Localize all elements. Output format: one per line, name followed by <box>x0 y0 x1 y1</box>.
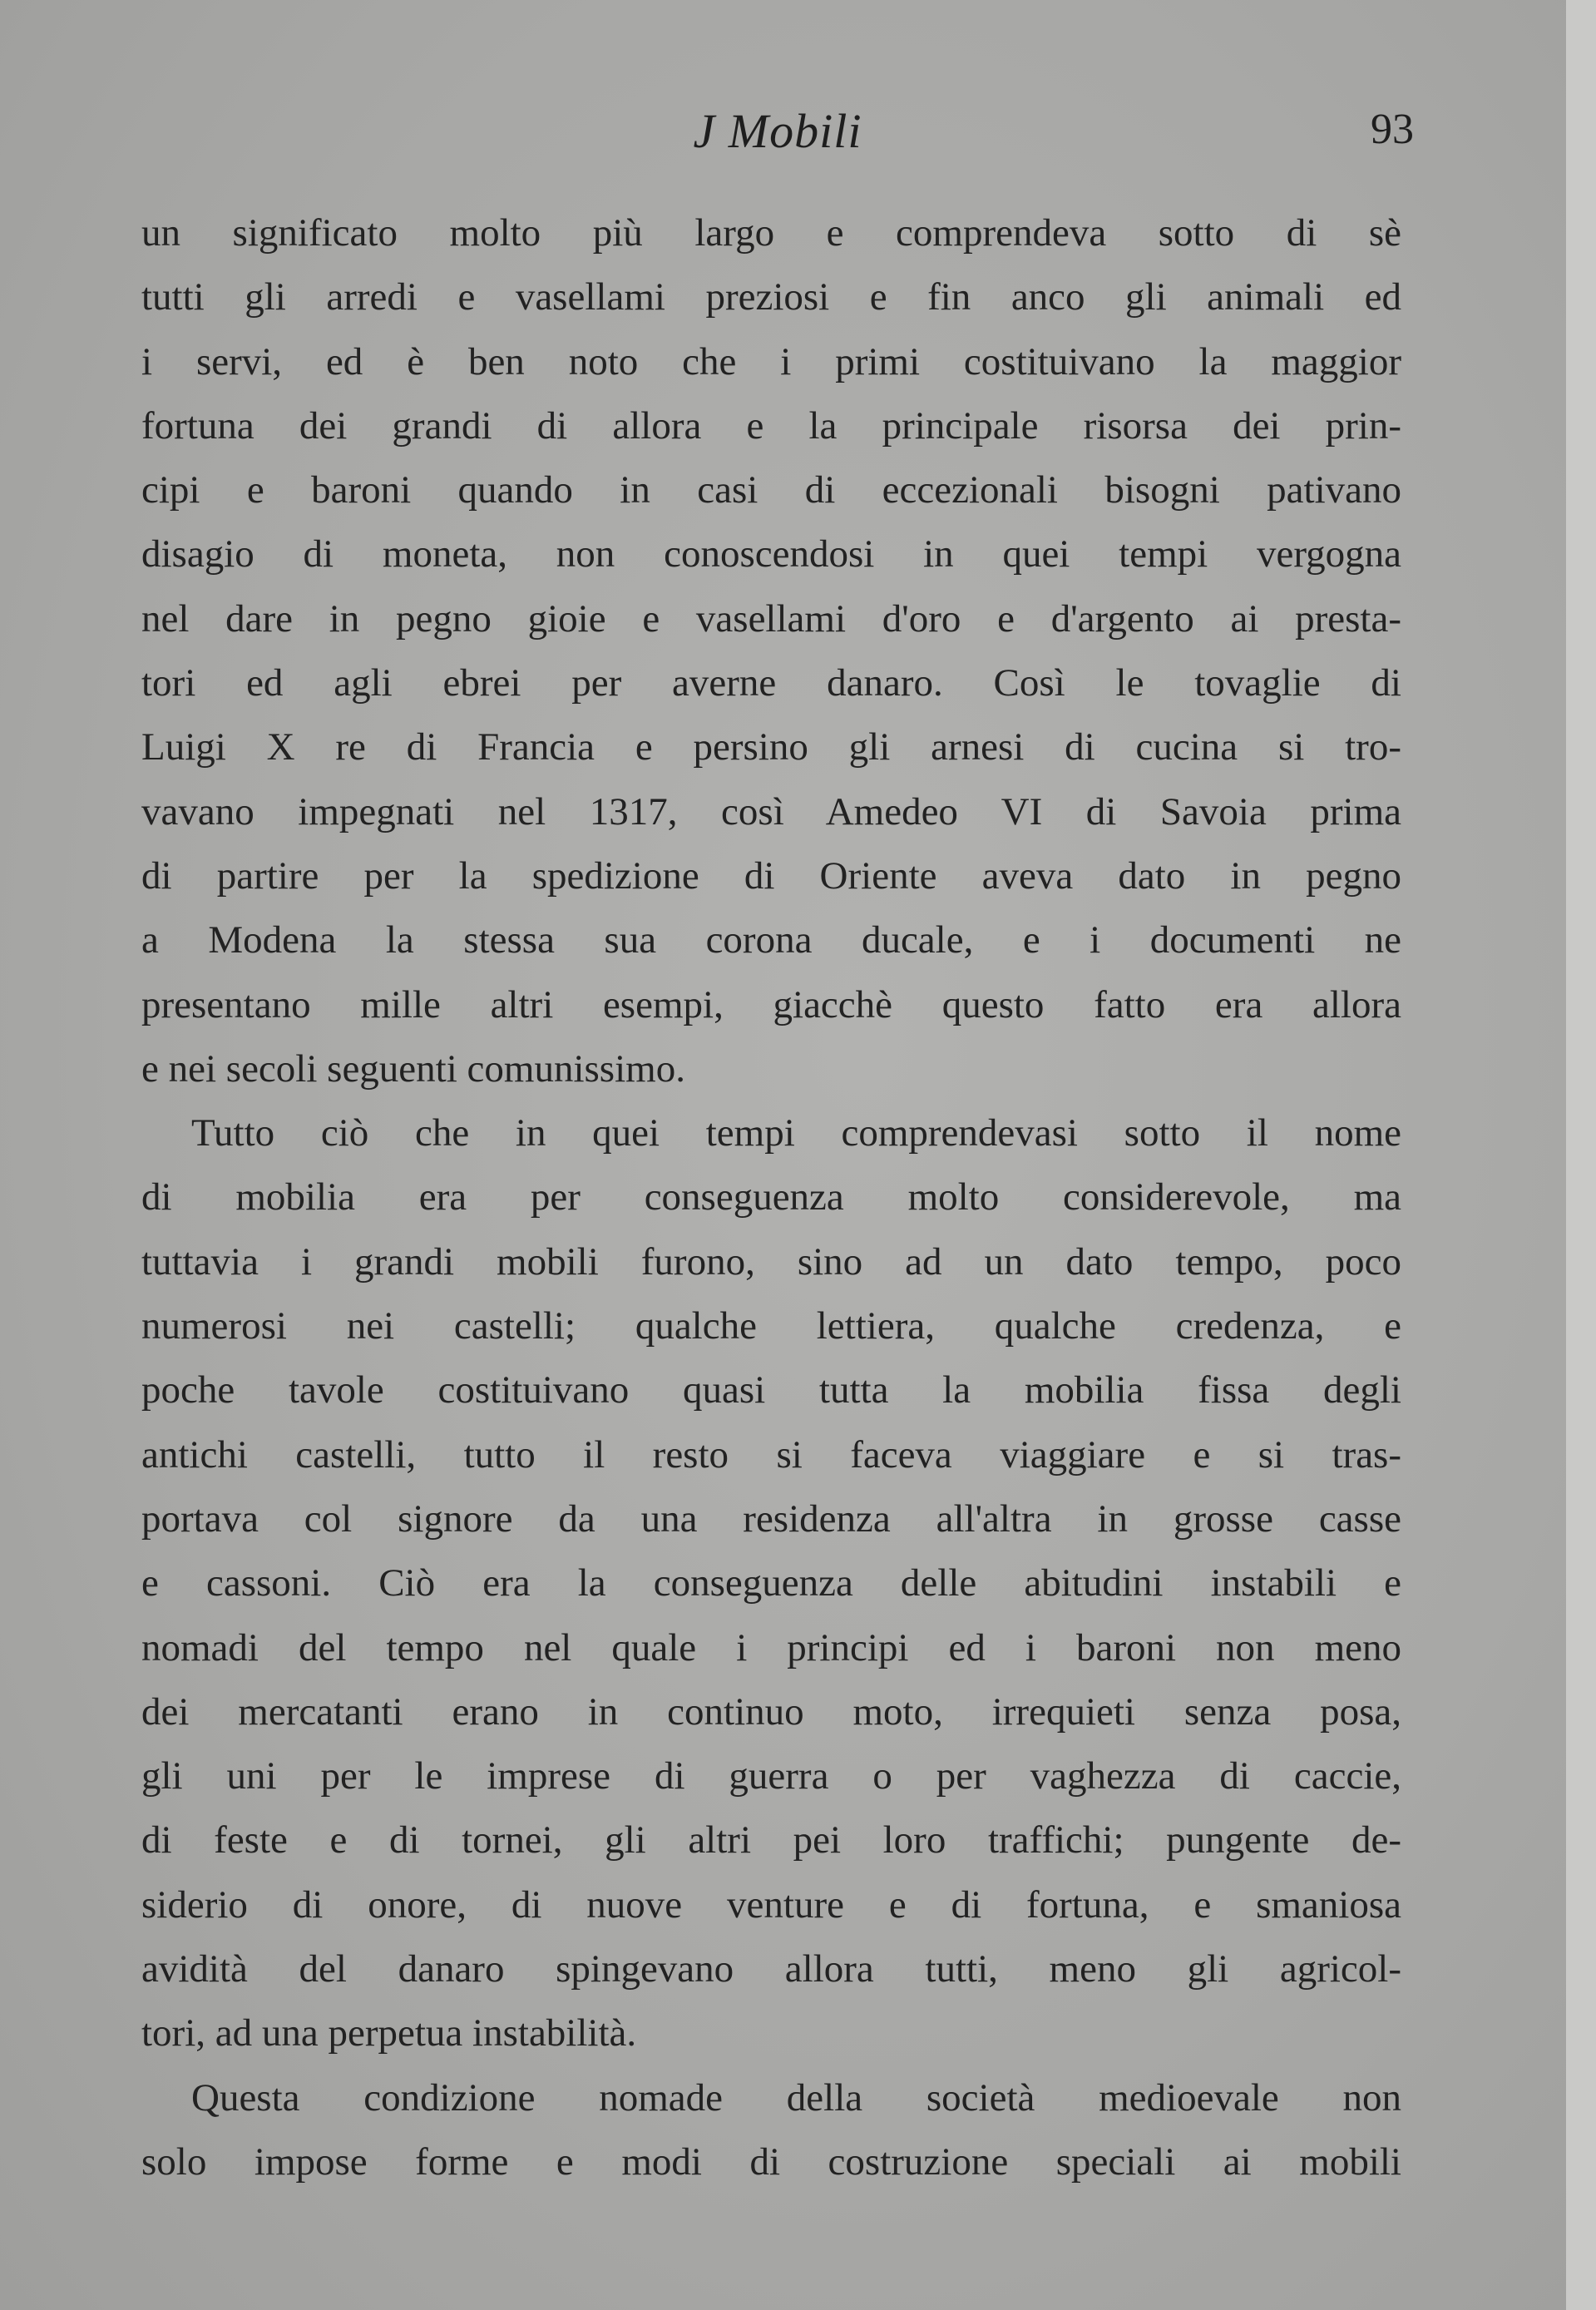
body-text <box>141 201 1401 2194</box>
text-line: di partire per la spedizione di Oriente aveva dato in pegno <box>141 853 1401 898</box>
text-line: presentano mille altri esempi, giacchè questo fatto era allora <box>141 982 1401 1026</box>
text-line: antichi castelli, tutto il resto si faceva viaggiare e si tras- <box>141 1432 1401 1477</box>
text-line: tutti gli arredi e vasellami preziosi e fin anco gli animali ed <box>141 275 1401 319</box>
text-line: di feste e di tornei, gli altri pei loro traffichi; pungente de- <box>141 1818 1401 1862</box>
text-line: vavano impegnati nel 1317, così Amedeo VI di Savoia prima <box>141 789 1401 833</box>
text-line: cipi e baroni quando in casi di eccezionali bisogni pativano <box>141 468 1401 512</box>
text-line: i servi, ed è ben noto che i primi costituivano la maggior <box>141 339 1401 383</box>
scan-edge <box>1566 0 1596 2310</box>
running-head <box>141 100 1414 175</box>
text-line: poche tavole costituivano quasi tutta la mobilia fissa degli <box>141 1368 1401 1412</box>
text-line: siderio di onore, di nuove venture e di fortuna, e smaniosa <box>141 1882 1401 1927</box>
text-line: tuttavia i grandi mobili furono, sino ad un dato tempo, poco <box>141 1239 1401 1284</box>
page-number: 93 <box>1371 106 1414 153</box>
text-line: Luigi X re di Francia e persino gli arnesi di cucina si tro- <box>141 725 1401 769</box>
text-line: disagio di moneta, non conoscendosi in quei tempi vergogna <box>141 532 1401 576</box>
text-line: avidità del danaro spingevano allora tutti, meno gli agricol- <box>141 1947 1401 1991</box>
text-line: a Modena la stessa sua corona ducale, e i documenti ne <box>141 918 1401 962</box>
paragraph-end-line: e nei secoli seguenti comunissimo. <box>141 1046 685 1091</box>
text-line: gli uni per le imprese di guerra o per vaghezza di caccie, <box>141 1754 1401 1798</box>
text-line: nomadi del tempo nel quale i principi ed i baroni non meno <box>141 1625 1401 1669</box>
text-line: dei mercatanti erano in continuo moto, irrequieti senza posa, <box>141 1689 1401 1734</box>
text-line: nel dare in pegno gioie e vasellami d'oro e d'argento ai presta- <box>141 596 1401 641</box>
running-title: J Mobili <box>693 104 862 158</box>
paragraph-first-line: Questa condizione nomade della società medioevale non <box>191 2075 1401 2120</box>
text-line: di mobilia era per conseguenza molto considerevole, ma <box>141 1175 1401 1219</box>
text-line: e cassoni. Ciò era la conseguenza delle abitudini instabili e <box>141 1561 1401 1605</box>
text-line: fortuna dei grandi di allora e la principale risorsa dei prin- <box>141 403 1401 448</box>
text-line: tori ed agli ebrei per averne danaro. Così le tovaglie di <box>141 661 1401 705</box>
text-line: solo impose forme e modi di costruzione speciali ai mobili <box>141 2139 1401 2184</box>
text-line: numerosi nei castelli; qualche lettiera, qualche credenza, e <box>141 1304 1401 1348</box>
paragraph-first-line: Tutto ciò che in quei tempi comprendevasi sotto il nome <box>191 1111 1401 1155</box>
text-line: un significato molto più largo e comprendeva sotto di sè <box>141 211 1401 255</box>
paragraph-end-line: tori, ad una perpetua instabilità. <box>141 2011 637 2055</box>
text-line: portava col signore da una residenza all'altra in grosse casse <box>141 1496 1401 1541</box>
